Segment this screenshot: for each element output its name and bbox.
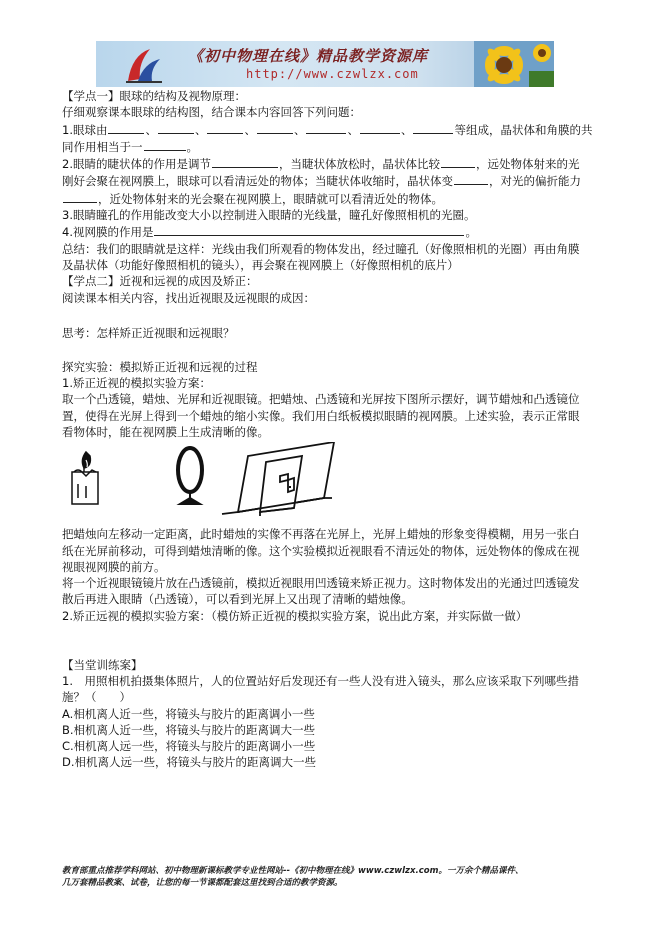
plan-1-para-7: 将一个近视眼镜镜片放在凸透镜前，模拟近视眼用凹透镜来矫正视力。这时物体发出的光通过凹透镜发 [62,576,580,591]
section1-intro: 仔细观察课本眼球的结构图，结合课本内容回答下列问题： [62,105,361,120]
page-footer [62,865,602,889]
q2a-end: ，远处物体射来的光 [475,157,580,172]
q2c-end: ，近处物体射来的光会聚在视网膜上，眼睛就可以看清近处的物体。 [98,191,443,206]
section2-think: 思考：怎样矫正近视眼和远视眼？ [62,326,235,341]
q1a-text: 1.眼球由 [62,122,108,137]
plan-1-para-5: 纸在光屏前移动，可得到蜡烛清晰的像。这个实验模拟近视眼看不清远处的物体，远处物体的像成在视 [62,543,580,558]
answer-blank[interactable] [306,121,346,134]
answer-blank[interactable] [207,121,243,134]
answer-blank[interactable] [413,121,453,134]
summary-line-1: 总结：我们的眼睛就是这样：光线由我们所观看的物体发出，经过瞳孔（好像照相机的光圈）再由角膜 [62,241,580,256]
q2b-end: ，对光的偏折能力 [489,174,581,189]
answer-blank[interactable] [441,155,475,168]
answer-blank[interactable] [144,138,186,151]
plan-1-para-3: 看物体时，能在视网膜上生成清晰的像。 [62,424,269,439]
answer-blank[interactable] [212,155,278,168]
q1a-end: 等组成，晶状体和角膜的共 [454,122,593,137]
q1b-text: 同作用相当于一 [62,139,143,154]
q2a-text: 2.眼睛的睫状体的作用是调节 [62,157,211,172]
question-2-line-c [62,190,592,207]
plan-1-para-1: 取一个凸透镜，蜡烛、光屏和近视眼镜。把蜡烛、凸透镜和光屏按下图所示摆好，调节蜡烛和凸透镜位 [62,392,580,407]
section2-read: 阅读课本相关内容，找出近视眼及远视眼的成因： [62,290,315,305]
light-screen-icon [222,442,334,516]
plan-1-para-6: 视眼视网膜的前方。 [62,559,166,574]
answer-blank[interactable] [257,121,293,134]
question-3: 3.眼睛瞳孔的作用能改变大小以控制进入眼睛的光线量，瞳孔好像照相机的光圈。 [62,208,476,223]
section3-heading: 【当堂训练案】 [62,657,143,672]
banner-title: 《初中物理在线》精品教学资源库 [188,47,429,65]
exercise-1-line-b: 施？（ ） [62,690,131,705]
footer-line-1: 教育部重点推荐学科网站、初中物理新课标教学专业性网站--《初中物理在线》www.czwlzx.com。一万余个精品课件、 [62,866,524,876]
answer-blank[interactable] [154,223,464,236]
section1-heading: 【学点一】眼球的结构及视物原理： [62,89,246,103]
option-d[interactable]: D.相机离人远一些，将镜头与胶片的距离调大一些 [62,755,317,770]
section2-explore: 探究实验：模拟矫正近视和远视的过程 [62,359,258,374]
summary-line-2: 及晶状体（功能好像照相机的镜头），再会聚在视网膜上（好像照相机的底片） [62,257,459,272]
answer-blank[interactable] [454,172,488,185]
q4-end: 。 [465,225,477,240]
question-2-line-b [62,172,592,189]
plan-1-para-4: 把蜡烛向左移动一定距离，此时蜡烛的实像不再落在光屏上，光屏上蜡烛的形象变得模糊，用另一张白 [62,527,580,542]
q2b-text: 刚好会聚在视网膜上，眼球可以看清远处的物体；当睫状体收缩时，晶状体变 [62,174,453,189]
question-1-line-b [62,138,592,155]
sunflower-icon [474,41,554,87]
footer-line-2: 几万套精品教案、试卷，让您的每一节课都配套这里找到合适的教学资源。 [62,878,343,888]
q1b-end: 。 [186,139,198,154]
question-4 [62,223,592,240]
convex-lens-icon [178,448,202,504]
answer-blank[interactable] [108,121,144,134]
answer-blank[interactable] [360,121,400,134]
worksheet-content [62,88,592,771]
answer-blank[interactable] [158,121,194,134]
question-2-line-a [62,155,592,172]
answer-blank[interactable] [63,190,97,203]
plan-2-title: 2.矫正远视的模拟实验方案：（模仿矫正近视的模拟实验方案，说出此方案，并实际做一做） [62,608,528,623]
option-a[interactable]: A.相机离人近一些，将镜头与胶片的距离调小一些 [62,706,315,721]
plan-1-title: 1.矫正近视的模拟实验方案： [62,376,211,391]
banner-url[interactable]: http://www.czwlzx.com [246,67,419,81]
q2a-mid: ，当睫状体放松时，晶状体比较 [278,157,440,172]
option-c[interactable]: C.相机离人远一些，将镜头与胶片的距离调小一些 [62,739,316,754]
option-b[interactable]: B.相机离人近一些，将镜头与胶片的距离调大一些 [62,722,316,737]
plan-1-para-2: 置，使得在光屏上得到一个蜡烛的缩小实像。我们用白纸板模拟眼睛的视网膜。上述实验，表示正常眼 [62,408,580,423]
header-banner [96,41,554,87]
plan-1-para-8: 散后再进入眼睛（凸透镜），可以看到光屏上又出现了清晰的蜡烛像。 [62,592,413,607]
exercise-1-line-a: 1. 用照相机拍摄集体照片，人的位置站好后发现还有一些人没有进入镜头，那么应该采取下列哪些措 [62,673,579,688]
candle-icon [72,452,98,504]
experiment-figure [62,442,592,526]
q4-text: 4.视网膜的作用是 [62,225,154,240]
experiment-diagram [62,442,592,526]
site-logo-icon [124,45,164,85]
section2-heading: 【学点二】近视和远视的成因及矫正： [62,274,258,289]
question-1-line-a: 1.眼球由 、 、 、 、 、 、 等组成，晶状体和角膜的共 [62,122,593,137]
